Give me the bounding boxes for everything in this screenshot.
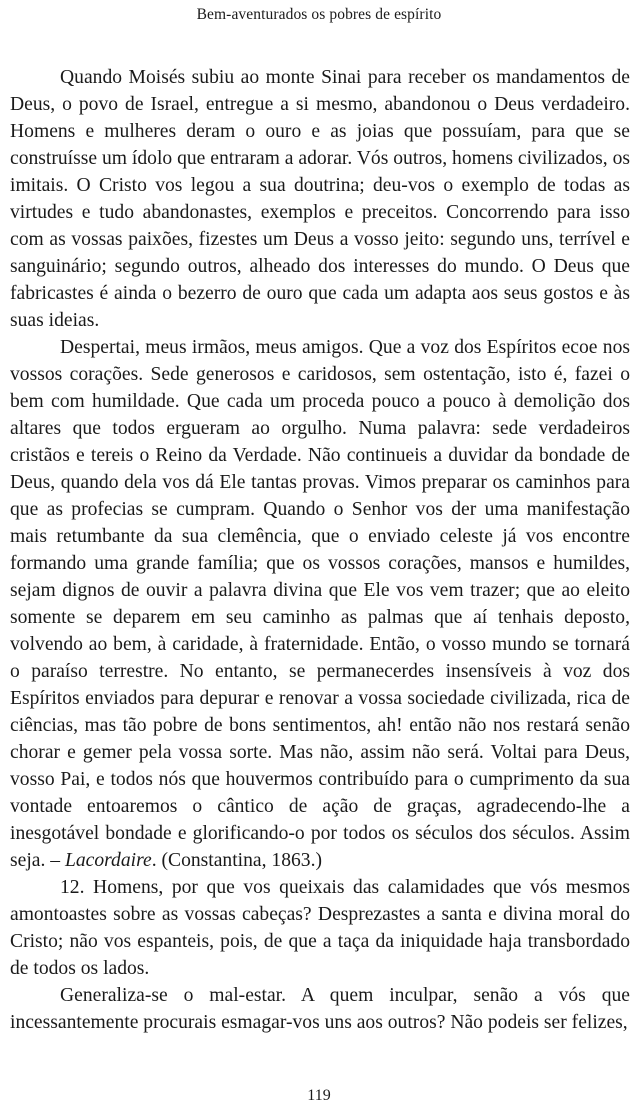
source-citation: . (Constantina, 1863.) [151, 850, 323, 871]
page-number: 119 [307, 1087, 331, 1104]
paragraph-despertai-text: Despertai, meus irmãos, meus amigos. Que a voz dos Espíritos ecoe nos vossos corações. Sede generosos e caridosos, sem ostentação, isto é, fazei o bem com humildade. Que cada um proceda pouco a pouco à demolição dos altares que todos ergueram ao orgulho. Numa palavra: sede verdadeiros cristãos e tereis o Reino da Verdade. Não continueis a duvidar da bondade de Deus, quando dela vos dá Ele tantas provas. Vimos preparar os caminhos para que as profecias se cumpram. Quando o Senhor vos der uma manifestação mais retumbante da sua clemência, que o enviado celeste já vos encontre formando uma grande família; que os vossos corações, mansos e humildes, sejam dignos de ouvir a palavra divina que Ele vos vem trazer; que ao eleito somente se deparem em seu caminho as palmas que aí tenhais deposto, volvendo ao bem, à caridade, à fraternidade. Então, o vosso mundo se tornará o paraíso terrestre. No entanto, se permanecerdes insensíveis à voz dos Espíritos enviados para depurar e renovar a vossa sociedade civilizada, rica de ciências, mas tão pobre de bons sentimentos, ah! então não nos restará senão chorar e gemer pela vossa sorte. Mas não, assim não será. Voltai para Deus, vosso Pai, e todos nós que houvermos contribuído para o cumprimento da sua vontade entoaremos o cântico de ação de graças, agradecendo-lhe a inesgotável bondade e glorificando-o por todos os séculos dos séculos. Assim seja. – [10, 337, 630, 871]
paragraph-mal-estar: Generaliza-se o mal-estar. A quem inculpar, senão a vós que incessantemente procurais esmagar-vos uns aos outros? Não podeis ser felizes, [10, 985, 630, 1033]
running-header: Bem-aventurados os pobres de espírito [196, 6, 442, 23]
paragraph-despertai [10, 334, 630, 874]
body-text [10, 64, 630, 1036]
paragraph-moses: Quando Moisés subiu ao monte Sinai para receber os mandamentos de Deus, o povo de Israel, entregue a si mesmo, abandonou o Deus verdadeiro. Homens e mulheres deram o ouro e as joias que possuíam, para que se construísse um ídolo que entraram a adorar. Vós outros, homens civilizados, os imitais. O Cristo vos legou a sua doutrina; deu-vos o exemplo de todas as virtudes e tudo abandonastes, exemplos e preceitos. Concorrendo para isso com as vossas paixões, fizestes um Deus a vosso jeito: segundo uns, terrível e sanguinário; segundo outros, alheado dos interesses do mundo. O Deus que fabricastes é ainda o bezerro de ouro que cada um adapta aos seus gostos e às suas ideias. [10, 67, 630, 331]
paragraph-item-12: 12. Homens, por que vos queixais das calamidades que vós mesmos amontoastes sobre as vossas cabeças? Desprezastes a santa e divina moral do Cristo; não vos espanteis, pois, de que a taça da iniquidade haja transbordado de todos os lados. [10, 877, 630, 979]
author-signature: Lacordaire [64, 850, 152, 871]
